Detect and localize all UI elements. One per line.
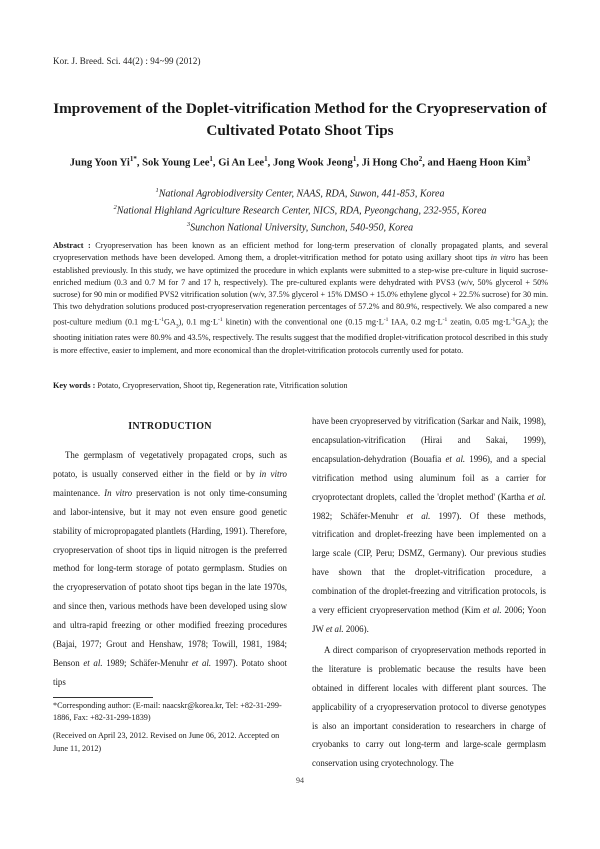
author-name: Gi An Lee [218,157,265,169]
corresponding-author: *Corresponding author: (E-mail: naacskr@korea.kr, Tel: +82-31-299-1886, Fax: +82-31-299-1839) [53,701,282,723]
abstract-sub: 3 [175,323,179,330]
body-text: have been cryopreserved by vitrification (Sarkar and Naik, 1998), encapsulation-vitrification (Hirai and Sakai, 1999), encapsulation-dehydration (Bouafia [312,416,546,464]
body-italic: et al. [483,605,502,616]
affiliations [60,184,540,235]
author-name: Jung Yoon Yi [69,157,130,169]
abstract-sup: -1 [510,316,516,323]
body-text: 1997). Of these methods, vitrification and droplet-freezing have been implemented on a large scale (CIP, Peru; DSMZ, Germany). Our previous studies have shown that the droplet-vitrification procedure, a combination of the droplet-freezing and vitrification protocols, is a very efficient cryopreservation method (Kim [312,510,546,616]
author-affil-mark: 1 [209,155,213,163]
intro-paragraph-2: A direct comparison of cryopreservation methods reported in the literature is problematic because the results have been obtained in different locales with different plant sources. The applicability of a cryopreservation protocol to diverse genotypes is also an important consideration to researchers in charge of cryobanks to carry out long-term and large-scale germplasm conservation using cryotechnology. The [312,644,546,769]
journal-reference: Kor. J. Breed. Sci. 44(2) : 94~99 (2012) [53,56,201,66]
abstract-text: kinetin) with the conventional one (0.15 mg·L [222,317,384,327]
body-italic: et [445,453,452,464]
affil-mark: 3 [186,220,191,228]
body-text: 2006; Yoon JW [312,605,547,634]
body-text: maintenance. [53,487,105,498]
body-text: The germplasm of vegetatively propagated crops, such as potato, is usually conserved either in the field or by [53,450,287,479]
body-text: preservation is not only time-consuming and labor-intensive, but it may not even ensure good genetic stability of micropropagated plantlets (Harding, 1991). Therefore, cryopreservation of shoot tips in liquid nitrogen is the preferred method for long-term storage of potato germplasm. Studies on the cryopreservation of potato shoot tips began in the late 1970s, and since then, various methods have been developed using slow and ultra-rapid freezing or other modified freezing procedures (Bajai, 1977; Grout and Henshaw, 1978; Towill, 1981, 1984; Benson [53,487,287,668]
author-name: Haeng Hoon Kim [447,157,527,169]
affil-text: Sunchon National University, Sunchon, 540-950, Korea [190,222,414,234]
intro-paragraph-continued [312,412,546,639]
abstract-text: zeatin, 0.05 mg·L [447,317,511,327]
abstract-italic: in vitro [490,253,516,263]
affil-text: National Highland Agriculture Research Center, NICS, RDA, Pyeongchang, 232-955, Korea [116,205,487,217]
author-affil-mark: 1 [264,155,268,163]
author-name: Ji Hong Cho [361,157,419,169]
body-text: 1989; Schäfer-Menuhr [102,657,192,668]
abstract-text: GA [164,317,176,327]
left-column [53,420,287,692]
body-italic: et al. [527,491,547,502]
abstract-sup: -1 [159,316,165,323]
keywords [53,381,548,390]
author-affil-mark: 1 [352,155,357,163]
author-name: Sok Young Lee [142,157,210,169]
keywords-text: Potato, Cryopreservation, Shoot tip, Regeneration rate, Vitrification solution [95,381,348,390]
keywords-label: Key words : [53,381,96,390]
body-text: 1982; Schäfer-Menuhr [312,510,407,521]
body-italic: In vitro [104,487,133,498]
affiliation-line [60,184,540,201]
page-number: 94 [296,776,304,785]
body-italic: et al. [191,657,212,668]
affil-mark: 2 [113,203,117,211]
title-line-2: Cultivated Potato Shoot Tips [206,122,394,139]
affil-text: National Agrobiodiversity Center, NAAS, RDA, Suwon, 441-853, Korea [158,188,445,200]
body-italic: et al. [83,657,103,668]
author-list: Jung Yoon $Yi^{1*}$, Sok Young Lee$^1$, Gi An Lee$^1$, Jong Wook Jeong$^1$, Ji Hong Cho$^2$, and Haeng Hoon Kim$^3$ [69,155,531,169]
body-italic: et al. [406,510,431,521]
author-conjunction: and [427,157,445,169]
abstract-sup: -1 [218,316,223,323]
abstract-label: Abstract : [53,241,91,250]
abstract-text: IAA, 0.2 mg·L [388,317,443,327]
affiliation-line [60,201,540,218]
abstract-text: Cryopreservation has been known as an efficient method for long-term preservation of clonally propagated plants, and several cryopreservation methods have been developed. Among them, a droplet-vitrification method for potato using axillary shoot tips [53,241,548,263]
abstract-text: ), 0.1 mg·L [178,317,219,327]
body-italic: al. [456,453,466,464]
footnote [53,700,289,755]
abstract [53,240,548,357]
abstract-sup: -1 [442,316,448,323]
title-line-1: Improvement of the Doplet-vitrification Method for the Cryopreservation of [53,100,547,117]
section-heading-introduction: INTRODUCTION [128,421,212,432]
author-name: Jong Wook Jeong [272,157,353,169]
author-affil-mark: 1* [129,155,137,163]
abstract-text: has been established previously. In this study, we have optimized the procedure in which explants were submitted to a step-wise pre-culture in liquid sucrose-enriched medium (0.3 and 0.7 M for 7 and 17 h, respectively). The pre-cultured explants were dehydrated with PVS3 (w/v, 50% glycerol + 50% sucrose) for 90 min or modified PVS2 vitrification solution (w/v, 37.5% glycerol + 15% DMSO + 15.0% ethylene glycol + 22.5% sucrose) for 30 min. This two dehydration solutions produced post-cryopreservation regeneration percentages of 57.2% and 80.9%, respectively. We also compared a new post-culture medium (0.1 mg·L [53,253,549,327]
author-affil-mark: 3 [526,155,531,163]
abstract-sub: 3 [527,323,530,330]
abstract-text: GA [515,317,528,327]
abstract-sup: -1 [383,316,389,323]
right-column [312,412,546,773]
paper-title [40,98,560,142]
author-affil-mark: 2 [418,155,423,163]
footnote-divider [53,697,153,698]
affil-mark: 1 [155,187,159,194]
body-italic: in vitro [259,468,287,479]
body-text: 1997). Potato shoot tips [53,657,288,687]
body-text: 1996), and a special vitrification method using aluminum foil as a carrier for cryoprotectant droplets, called the 'droplet method' (Kartha [312,453,546,502]
body-italic: et al. [325,623,344,634]
body-text: 2006). [343,623,369,634]
intro-paragraph [53,446,287,692]
affiliation-line [60,218,540,235]
received-dates: (Received on April 23, 2012. Revised on June 06, 2012. Accepted on June 11, 2012) [53,731,280,753]
abstract-text: ); the shooting initiation rates were 80.9% and 43.5%, respectively. The results suggest that the modified droplet-vitrification protocol described in this study is more effective, easier to implement, and more economical than the droplet-vitrification protocols currently used for potato. [53,317,548,355]
